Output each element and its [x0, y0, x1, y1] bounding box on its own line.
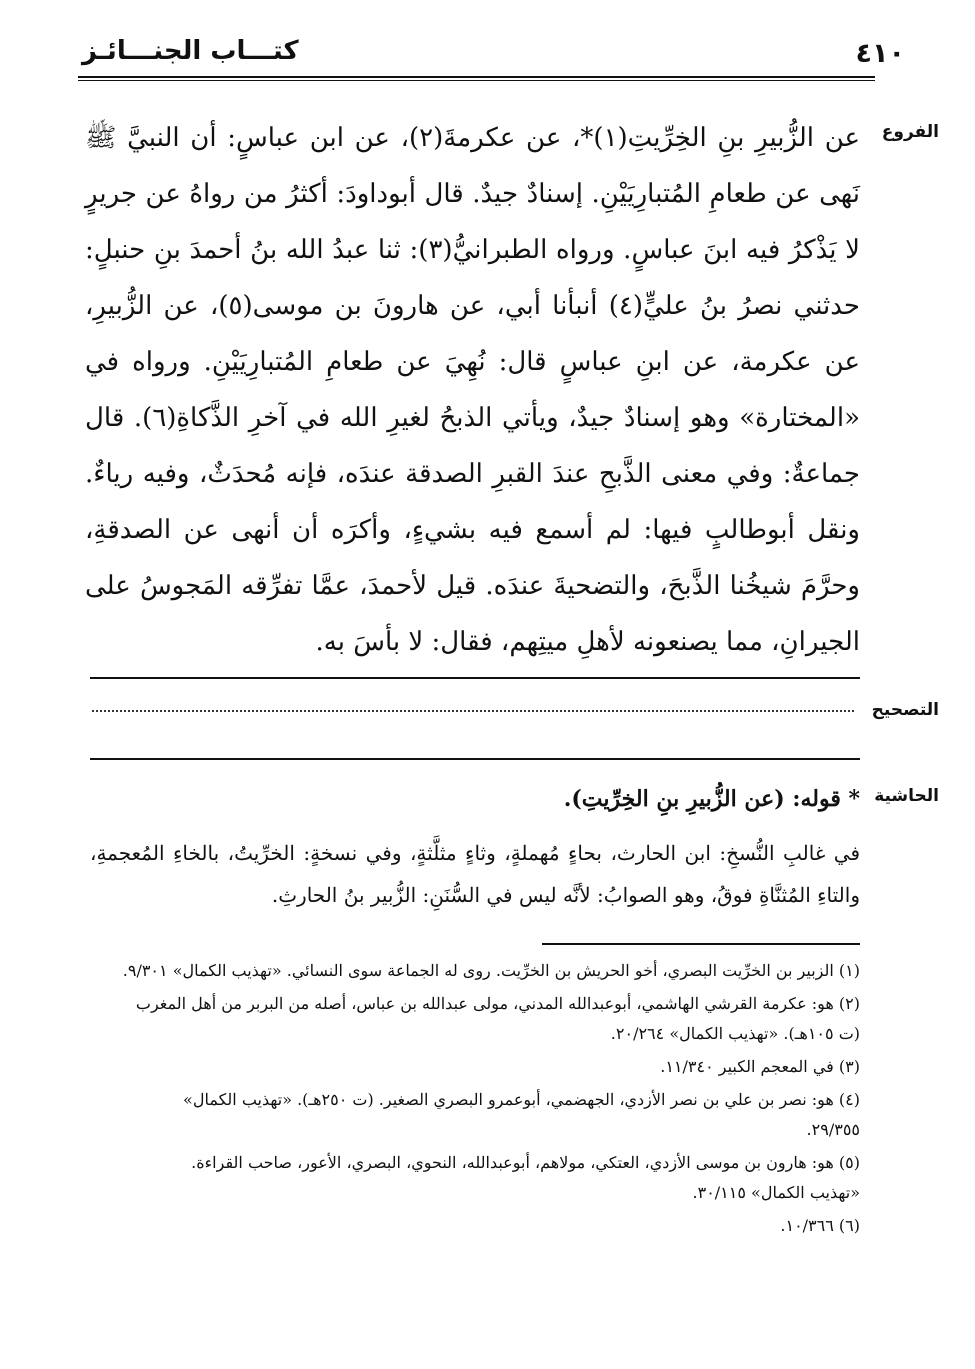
hashiya-title: * قوله: (عن الزُّبيرِ بنِ الخِرِّيتِ).: [563, 786, 860, 812]
section-rule-bottom: [90, 758, 860, 760]
main-paragraph: عن الزُّبيرِ بنِ الخِرِّيتِ(١)*، عن عكرمةَ(٢)، عن ابن عباسٍ: أن النبيَّ ﷺ نَهى عن طعامِ المُتبارِيَيْنِ. إسنادٌ جيدٌ. قال أبوداودَ: أكثرُ من رواهُ عن جريرٍ لا يَذْكرُ فيه ابنَ عباسٍ. ورواه الطبرانيُّ(٣): ثنا عبدُ الله بنُ أحمدَ بنِ حنبلٍ: حدثني نصرُ بنُ عليٍّ(٤) أنبأنا أبي، عن هارونَ بن موسى(٥)، عن الزُّبيرِ، عن عكرمة، عن ابنِ عباسٍ قال: نُهِيَ عن طعامِ المُتبارِيَيْنِ. ورواه في «المختارة» وهو إسنادٌ جيدٌ، ويأتي الذبحُ لغيرِ الله في آخرِ الذَّكاةِ(٦). قال جماعةٌ: وفي معنى الذَّبحِ عندَ القبرِ الصدقة عندَه، فإنه مُحدَثٌ، وفيه رياءٌ. ونقل أبوطالبٍ فيها: لم أسمع فيه بشيءٍ، وأكرَه أن أنهى عن الصدقةِ، وحرَّمَ شيخُنا الذَّبحَ، والتضحيةَ عندَه. قيل لأحمدَ، عمَّا تفرِّقه المَجوسُ على الجيرانِ، مما يصنعونه لأهلِ ميتِهم، فقال: لا بأسَ به.: [85, 123, 860, 657]
footnote-5-line: (٥) هو: هارون بن موسى الأزدي، العتكي، مولاهم، أبوعبدالله، النحوي، البصري، الأعور، صاحب القراءة.: [191, 1153, 860, 1172]
hashiya-text: [90, 832, 860, 916]
hashiya-body: في غالبِ النُّسخِ: ابن الحارث، بحاءٍ مُهملةٍ، وثاءٍ مثلَّثةٍ، وفي نسخةٍ: الخرِّيتُ، بالخاءِ المُعجمةِ، والتاءِ المُثنَّاةِ فوقُ، وهو الصوابُ: لأنَّه ليس في السُّنَنِ: الزُّبير بنُ الحارثِ.: [90, 841, 860, 907]
footnote-4: [90, 1085, 860, 1145]
footnotes: [90, 956, 860, 1244]
header-rule-top: [78, 76, 875, 78]
footnote-6: [90, 1211, 860, 1241]
book-title: كتـــاب الجنـــائـز: [82, 36, 299, 66]
footnote-separator: [542, 943, 860, 945]
main-text: [85, 110, 860, 670]
label-hashiya: الحاشية: [874, 786, 939, 806]
footnote-2-line-continued: (ت ١٠٥هـ). «تهذيب الكمال» ٢٠/٢٦٤.: [610, 1024, 860, 1043]
footnote-5-line-continued: «تهذيب الكمال» ٣٠/١١٥.: [692, 1183, 860, 1202]
footnote-2-line: (٢) هو: عكرمة القرشي الهاشمي، أبوعبدالله المدني، مولى عبدالله بن عباس، أصله من البربر من أهل المغرب: [135, 994, 860, 1013]
footnote-2: [90, 989, 860, 1049]
correction-dotted-line: [92, 710, 854, 712]
footnote-6-line: (٦) ١٠/٣٦٦.: [780, 1216, 860, 1235]
footnote-3-line: (٣) في المعجم الكبير ١١/٣٤٠.: [660, 1057, 860, 1076]
footnote-1: [90, 956, 860, 986]
section-rule-top: [90, 677, 860, 679]
footnote-3: [90, 1052, 860, 1082]
footnote-4-line-continued: ٢٩/٣٥٥.: [806, 1120, 860, 1139]
footnote-5: [90, 1148, 860, 1208]
label-tashih: التصحيح: [871, 700, 939, 720]
footnote-4-line: (٤) هو: نصر بن علي بن نصر الأزدي، الجهضمي، أبوعمرو البصري الصغير. (ت ٢٥٠هـ). «تهذيب الكمال»: [183, 1090, 860, 1109]
page-number: ٤١٠: [855, 38, 905, 69]
footnote-1-line: (١) الزبير بن الخرِّيت البصري، أخو الحريش بن الخرِّيت. روى له الجماعة سوى النسائي. «تهذيب الكمال» ٩/٣٠١.: [122, 961, 860, 980]
header-rule-bottom: [78, 80, 875, 81]
label-furu: الفروع: [881, 122, 939, 142]
